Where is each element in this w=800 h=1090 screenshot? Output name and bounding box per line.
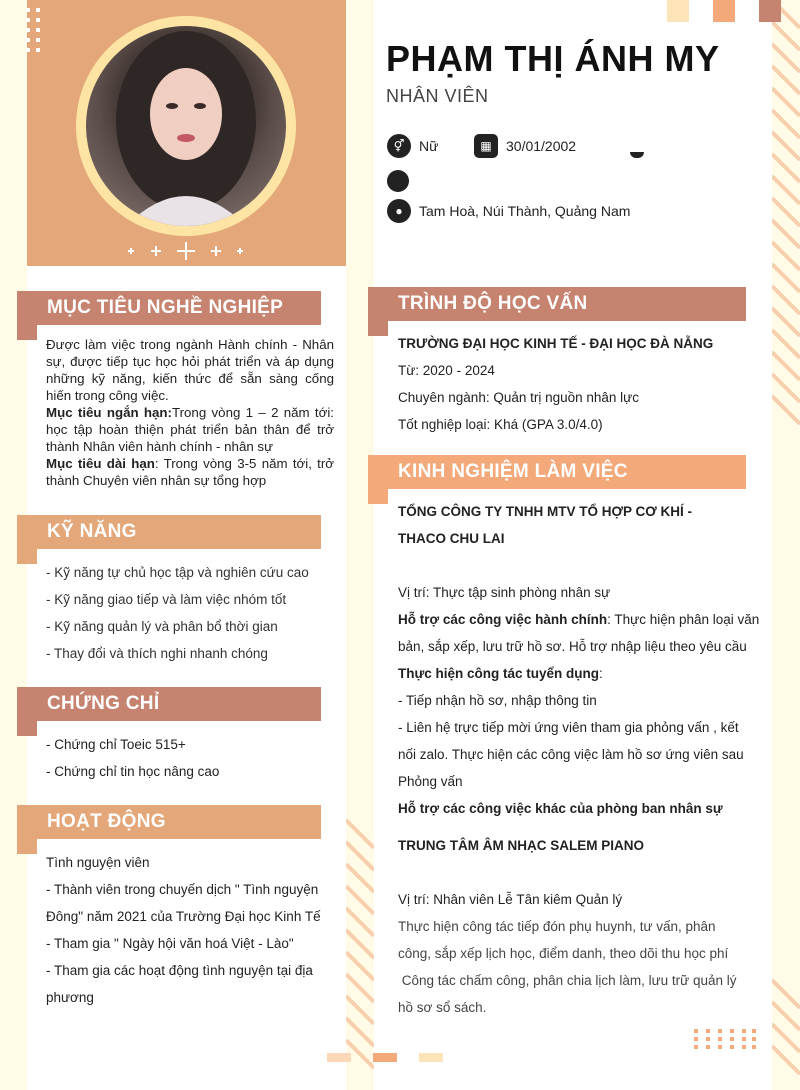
skill-item: - Kỹ năng tự chủ học tập và nghiên cứu cao [46,565,309,580]
activity-line: - Thành viên trong chuyến dịch " Tình nguyện [46,882,319,897]
activity-line: Tình nguyện viên [46,855,150,870]
profile-photo [86,26,286,226]
dots-decoration-bottom [692,1027,758,1051]
education-heading: TRÌNH ĐỘ HỌC VẤN [368,287,746,321]
job1-recruit-item: nối zalo. Thực hiện các công việc làm hồ sơ ứng viên sau [398,747,744,762]
gender-info [387,134,438,158]
full-name: PHẠM THỊ ÁNH MY [386,38,720,79]
right-stripe [772,0,800,1090]
middle-stripe [346,0,374,1090]
job1-admin: Hỗ trợ các công việc hành chính: Thực hiện phân loại văn [398,612,760,627]
location-pin-icon: ● [387,199,411,223]
skills-heading: KỸ NĂNG [17,515,321,549]
deco-square-1 [667,0,689,22]
deco-square-3 [759,0,781,22]
deco-bar-1 [327,1053,351,1062]
education-grade: Tốt nghiệp loại: Khá (GPA 3.0/4.0) [398,417,603,432]
certificate-item: - Chứng chỉ tin học nâng cao [46,764,220,779]
deco-square-2 [713,0,735,22]
activity-line: - Tham gia " Ngày hội văn hoá Việt - Lào" [46,936,294,951]
phone-icon [387,170,409,192]
school-name: TRƯỜNG ĐẠI HỌC KINH TẾ - ĐẠI HỌC ĐÀ NẴNG [398,336,714,351]
dots-decoration [22,4,52,58]
activity-line: phương [46,990,94,1005]
job1-recruit: Thực hiện công tác tuyển dụng: [398,666,603,681]
job-role: NHÂN VIÊN [386,86,489,106]
deco-bar-3 [419,1053,443,1062]
skill-item: - Kỹ năng giao tiếp và làm việc nhóm tốt [46,592,287,607]
job1-recruit-item: - Liên hệ trực tiếp mời ứng viên tham gia phỏng vấn , kết [398,720,739,735]
job1-company: TỔNG CÔNG TY TNHH MTV TỔ HỢP CƠ KHÍ - [398,504,693,519]
job2-desc: công, sắp xếp lịch học, điểm danh, theo dõi thu học phí [398,946,729,961]
certificates-heading: CHỨNG CHỈ [17,687,321,721]
address-info [387,199,630,223]
skill-item: - Kỹ năng quản lý và phân bổ thời gian [46,619,278,634]
job2-desc: Thực hiện công tác tiếp đón phụ huynh, tư vấn, phân [398,919,716,934]
activities-heading: HOẠT ĐỘNG [17,805,321,839]
address-value: Tam Hoà, Núi Thành, Quảng Nam [419,203,631,219]
birthdate-info [474,134,576,158]
job1-admin-cont: bản, sắp xếp, lưu trữ hồ sơ. Hỗ trợ nhập liệu theo yêu cầu [398,639,747,654]
job2-position: Vị trí: Nhân viên Lễ Tân kiêm Quản lý [398,892,623,907]
career-goal-heading: MỤC TIÊU NGHỀ NGHIỆP [17,291,321,325]
email-icon-fragment [630,152,644,158]
job1-position: Vị trí: Thực tập sinh phòng nhân sự [398,585,611,600]
job1-company: THACO CHU LAI [398,531,505,546]
deco-bar-2 [373,1053,397,1062]
activity-line: Đông" năm 2021 của Trường Đại học Kinh Tế [46,909,321,924]
experience-heading: KINH NGHIỆM LÀM VIỆC [368,455,746,489]
certificate-item: - Chứng chỉ Toeic 515+ [46,737,186,752]
plus-decoration [124,240,252,262]
skill-item: - Thay đổi và thích nghi nhanh chóng [46,646,268,661]
gender-value: Nữ [419,138,439,154]
birthdate-value: 30/01/2002 [506,138,577,154]
career-goal-text: Được làm việc trong ngành Hành chính - Nhân sự, được tiếp tục học hỏi phát triển và áp dụng những kỹ năng, kiến thức để sẵn sàng cống hiến trong công việc. Mục tiêu ngắn hạn:Trong vòng 1 – 2 năm tới: học tập hoàn thiện phát triển bản thân để trở thành Nhân viên hành chính - nhân sự Mục tiêu dài hạn: Trong vòng 3-5 năm tới, trở thành Chuyên viên nhân sự tổng hợp [46,337,335,488]
job1-other: Hỗ trợ các công việc khác của phòng ban nhân sự [398,801,723,816]
education-major: Chuyên ngành: Quản trị nguồn nhân lực [398,390,639,405]
job2-company: TRUNG TÂM ÂM NHẠC SALEM PIANO [398,838,644,853]
calendar-icon: ▦ [474,134,498,158]
job1-recruit-item: Phỏng vấn [398,774,463,789]
job1-recruit-item: - Tiếp nhận hồ sơ, nhập thông tin [398,693,597,708]
job2-desc: Công tác chấm công, phân chia lịch làm, lưu trữ quản lý [398,973,737,988]
gender-icon: ⚥ [387,134,411,158]
education-period: Từ: 2020 - 2024 [398,363,495,378]
activity-line: - Tham gia các hoạt động tình nguyện tại địa [46,963,313,978]
job2-desc: hồ sơ sổ sách. [398,1000,487,1015]
